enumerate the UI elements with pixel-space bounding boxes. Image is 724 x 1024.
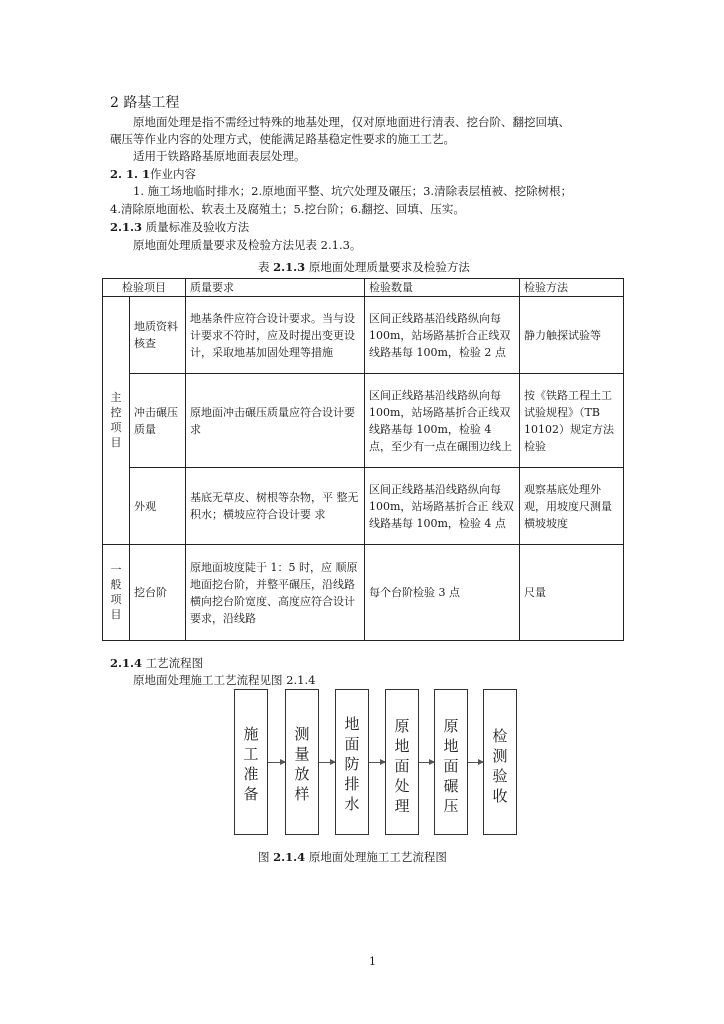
group-general: 一般项目 (103, 545, 130, 641)
work-content-line-1: 1. 施工场地临时排水；2.原地面平整、坑穴处理及碾压；3.清除表层植被、挖除树根； (133, 184, 573, 198)
quality-table (102, 278, 624, 641)
row-item: 冲击碾压质量 (130, 374, 186, 468)
row-quantity: 每个台阶检验 3 点 (365, 545, 520, 641)
table-row (103, 297, 624, 374)
subsection-2-1-4-title: 工艺流程图 (145, 656, 204, 670)
header-inspection-item: 检验项目 (103, 279, 186, 297)
table-header-row (103, 279, 624, 297)
row-requirement: 地基条件应符合设计要求。当与设计要求不符时，应及时提出变更设计，采取地基加固处理等措施 (186, 297, 365, 374)
figure-caption-prefix: 图 (258, 850, 270, 864)
section-title: 2 路基工程 (110, 95, 180, 111)
row-item: 地质资料核查 (130, 297, 186, 374)
row-quantity: 区间正线路基沿线路纵向每 100m，站场路基折合正线双线路基每 100m，检验 4 点，至少有一点在碾围边线上 (365, 374, 520, 468)
flowchart-reference-line: 原地面处理施工工艺流程见图 2.1.4 (133, 673, 316, 687)
subsection-2-1-3-heading (110, 219, 249, 235)
flow-arrow (369, 762, 385, 763)
row-requirement: 基底无草皮、树根等杂物，平 整无积水；横坡应符合设计要 求 (186, 468, 365, 545)
subsection-2-1-1-heading (110, 166, 196, 182)
flow-step-survey: 测量放样 (285, 689, 319, 835)
scope-line: 适用于铁路路基原地面表层处理。 (133, 149, 306, 163)
figure-caption-text: 原地面处理施工工艺流程图 (308, 850, 447, 864)
row-item: 外观 (130, 468, 186, 545)
table-row (103, 545, 624, 641)
row-quantity: 区间正线路基沿线路纵向每 100m，站场路基折合正线双线路基每 100m，检验 2 点 (365, 297, 520, 374)
intro-line-1: 原地面处理是指不需经过特殊的地基处理，仅对原地面进行清表、挖台阶、翻挖回填、 (133, 115, 570, 129)
row-requirement: 原地面坡度陡于 1：5 时，应 顺原地面挖台阶，并整平碾压，沿线路横向挖台阶宽度、高度应符合设计要求，沿线路 (186, 545, 365, 641)
table-row (103, 468, 624, 545)
flow-arrow (268, 762, 285, 763)
flow-arrow (468, 762, 483, 763)
table-caption (258, 259, 470, 275)
row-item: 挖台阶 (130, 545, 186, 641)
row-method: 按《铁路工程土工试验规程》（TB 10102）规定方法检验 (520, 374, 624, 468)
header-inspection-quantity: 检验数量 (365, 279, 520, 297)
flow-step-compaction: 原地面碾压 (434, 689, 468, 835)
subsection-2-1-4-heading (110, 655, 203, 671)
subsection-2-1-3-title: 质量标准及验收方法 (145, 220, 250, 234)
work-content-line-2: 4.清除原地面松、软表土及腐殖土；5.挖台阶；6.翻挖、回填、压实。 (110, 202, 465, 216)
row-quantity: 区间正线路基沿线路纵向每 100m，站场路基折合正 线双线路基每 100m，检验 4 点 (365, 468, 520, 545)
flow-step-acceptance: 检测验收 (483, 689, 517, 835)
row-method: 静力触探试验等 (520, 297, 624, 374)
table-caption-prefix: 表 (258, 260, 270, 274)
table-caption-number: 2.1.3 (273, 260, 306, 274)
figure-caption (258, 849, 447, 865)
flow-step-drainage: 地面防排水 (335, 689, 369, 835)
row-method: 观察基底处理外观，用坡度尺测量横坡坡度 (520, 468, 624, 545)
subsection-2-1-4-number: 2.1.4 (110, 656, 143, 670)
row-method: 尺量 (520, 545, 624, 641)
subsection-2-1-1-number: 2. 1. 1 (110, 167, 151, 181)
group-main-control: 主控项目 (103, 297, 130, 545)
row-requirement: 原地面冲击碾压质量应符合设计要求 (186, 374, 365, 468)
flow-arrow (319, 762, 335, 763)
subsection-2-1-3-number: 2.1.3 (110, 220, 143, 234)
header-quality-requirement: 质量要求 (186, 279, 365, 297)
page-number: 1 (369, 955, 376, 968)
flow-step-ground-treatment: 原地面处理 (385, 689, 419, 835)
intro-line-2: 碾压等作业内容的处理方式，使能满足路基稳定性要求的施工工艺。 (110, 132, 455, 146)
table-row (103, 374, 624, 468)
flow-step-preparation: 施工准备 (234, 689, 268, 835)
header-inspection-method: 检验方法 (520, 279, 624, 297)
subsection-2-1-1-title: 作业内容 (150, 167, 197, 181)
flow-arrow (419, 762, 434, 763)
figure-caption-number: 2.1.4 (273, 850, 306, 864)
table-reference-line: 原地面处理质量要求及检验方法见表 2.1.3。 (133, 238, 362, 252)
table-caption-text: 原地面处理质量要求及检验方法 (308, 260, 470, 274)
